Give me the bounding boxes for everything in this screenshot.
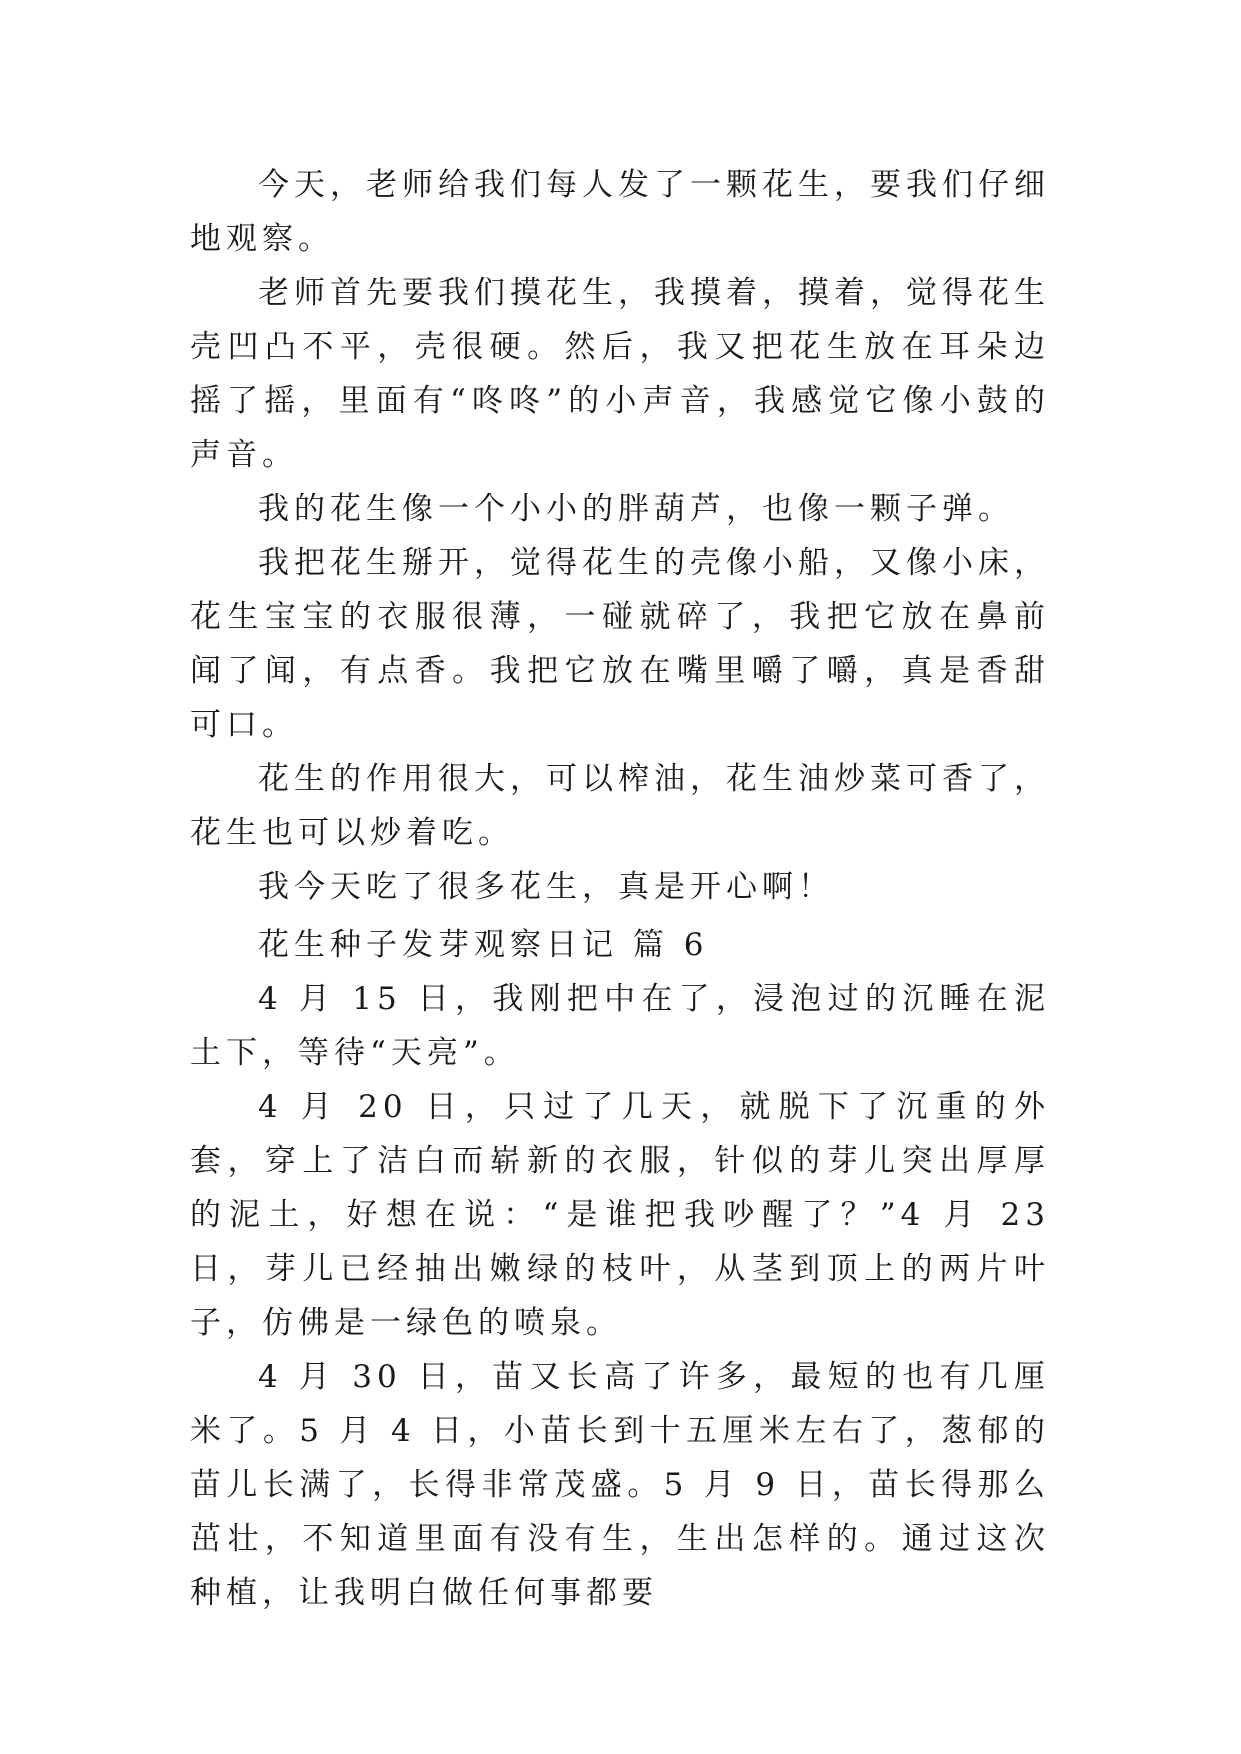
paragraph: 我把花生掰开，觉得花生的壳像小船，又像小床，花生宝宝的衣服很薄，一碰就碎了，我把它放在鼻前闻了闻，有点香。我把它放在嘴里嚼了嚼，真是香甜可口。 (190, 545, 1050, 743)
section-title: 花生种子发芽观察日记 篇 6 (258, 927, 709, 963)
paragraph: 4 月 30 日，苗又长高了许多，最短的也有几厘米了。5 月 4 日，小苗长到十五厘米左右了，葱郁的苗儿长满了，长得非常茂盛。5 月 9 日，苗长得那么茁壮，不知道里面有没有生，生出怎样的。通过这次种植，让我明白做任何事都要 (190, 1359, 1050, 1611)
paragraph: 4 月 15 日，我刚把中在了，浸泡过的沉睡在泥土下，等待“天亮”。 (190, 981, 1050, 1071)
peanut-observation-text (190, 158, 1050, 914)
paragraph: 花生的作用很大，可以榨油，花生油炒菜可香了，花生也可以炒着吃。 (190, 761, 1050, 851)
paragraph: 我今天吃了很多花生，真是开心啊！ (258, 869, 834, 905)
paragraph: 老师首先要我们摸花生，我摸着，摸着，觉得花生壳凹凸不平，壳很硬。然后，我又把花生放在耳朵边摇了摇，里面有“咚咚”的小声音，我感觉它像小鼓的声音。 (190, 275, 1050, 473)
paragraph: 4 月 20 日，只过了几天，就脱下了沉重的外套，穿上了洁白而崭新的衣服，针似的芽儿突出厚厚的泥土，好想在说：“是谁把我吵醒了？”4 月 23 日，芽儿已经抽出嫩绿的枝叶，从茎到顶上的两片叶子，仿佛是一绿色的喷泉。 (190, 1089, 1050, 1341)
germination-diary-text (190, 918, 1050, 1620)
paragraph: 我的花生像一个小小的胖葫芦，也像一颗子弹。 (258, 491, 1014, 527)
paragraph: 今天，老师给我们每人发了一颗花生，要我们仔细地观察。 (190, 167, 1050, 257)
